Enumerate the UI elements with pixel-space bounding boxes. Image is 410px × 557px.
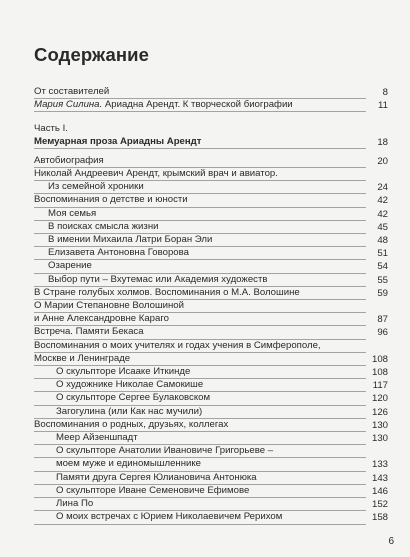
toc-entry: [34, 406, 388, 419]
toc-entry-title: Москве и Ленинграде: [34, 353, 366, 366]
toc-entry-title: моем муже и единомышленнике: [34, 458, 366, 471]
toc-entry-page: [366, 135, 388, 136]
page-title: Содержание: [34, 44, 149, 65]
toc-entry: [34, 181, 388, 194]
toc-entry-title: О скульпторе Сергее Булаковском: [34, 392, 366, 405]
toc-entry-title: О художнике Николае Самокише: [34, 379, 366, 392]
page-number: 6: [388, 536, 394, 547]
toc-entry-title: От составителей: [34, 86, 366, 99]
table-of-contents: [34, 86, 388, 525]
toc-entry-title: Мемуарная проза Ариадны Арендт: [34, 136, 366, 149]
toc-entry-page: 59: [377, 287, 388, 299]
toc-entry-page: 108: [371, 367, 388, 379]
toc-entry: [34, 366, 388, 379]
toc-entry-page: 143: [371, 472, 388, 484]
toc-entry-page: 158: [371, 512, 388, 524]
toc-entry-title: О скульпторе Иване Семеновиче Ефимове: [34, 485, 366, 498]
toc-entry: [34, 194, 388, 207]
toc-entry: [34, 123, 388, 135]
toc-entry: [34, 485, 388, 498]
toc-entry-page: 130: [371, 419, 388, 431]
toc-entry: [34, 511, 388, 524]
toc-entry-title: Елизавета Антоновна Говорова: [34, 247, 366, 260]
toc-entry: [34, 208, 388, 221]
toc-entry: [34, 445, 388, 458]
toc-entry-page: 20: [377, 155, 388, 167]
toc-entry-page: 45: [377, 221, 388, 233]
toc-entry-page: 152: [371, 499, 388, 511]
toc-entry-title: Из семейной хроники: [34, 181, 366, 194]
toc-entry-title: и Анне Александровне Караго: [34, 313, 366, 326]
toc-entry-title: Выбор пути – Вхутемас или Академия художеств: [34, 274, 366, 287]
toc-entry-title: В поисках смысла жизни: [34, 221, 366, 234]
toc-entry: [34, 234, 388, 247]
toc-entry: [34, 86, 388, 99]
toc-entry: [34, 136, 388, 149]
toc-entry-title: Воспоминания о моих учителях и годах учения в Симферополе,: [34, 340, 366, 353]
toc-entry: [34, 379, 388, 392]
toc-entry-title: Николай Андреевич Арендт, крымский врач и авиатор.: [34, 168, 366, 181]
toc-entry: [34, 313, 388, 326]
toc-entry-title: О скульпторе Исааке Иткинде: [34, 366, 366, 379]
toc-entry-author: Мария Силина.: [34, 99, 103, 111]
toc-entry-title: Воспоминания о детстве и юности: [34, 194, 366, 207]
toc-entry-title: Памяти друга Сергея Юлиановича Антонюка: [34, 472, 366, 485]
toc-entry: [34, 432, 388, 445]
toc-entry-page: 96: [377, 327, 388, 339]
toc-entry-title: О Марии Степановне Волошиной: [34, 300, 366, 313]
toc-entry-page: 8: [382, 87, 388, 98]
toc-entry: [34, 458, 388, 471]
toc-entry-title: Загогулина (или Как нас мучили): [34, 406, 366, 419]
toc-entry: [34, 419, 388, 432]
toc-entry-title: Встреча. Памяти Бекаса: [34, 326, 366, 339]
toc-entry: [34, 247, 388, 260]
toc-entry: [34, 155, 388, 168]
toc-entry-page: [366, 312, 388, 313]
toc-entry-title: О моих встречах с Юрием Николаевичем Рерихом: [34, 511, 366, 524]
toc-entry: [34, 168, 388, 181]
toc-entry: [34, 340, 388, 353]
toc-entry-page: 133: [371, 459, 388, 471]
toc-entry: [34, 274, 388, 287]
toc-entry: [34, 287, 388, 300]
toc-entry: [34, 472, 388, 485]
toc-entry-title: В имении Михаила Латри Боран Эли: [34, 234, 366, 247]
toc-entry-page: 120: [371, 393, 388, 405]
toc-entry-page: 54: [377, 261, 388, 273]
toc-entry-title: Лина По: [34, 498, 366, 511]
toc-entry-title: О скульпторе Анатолии Ивановиче Григорьеве –: [34, 445, 366, 458]
toc-entry-page: 87: [377, 314, 388, 326]
toc-entry-title: Моя семья: [34, 208, 366, 221]
toc-entry-page: 48: [377, 235, 388, 247]
toc-entry-page: 11: [378, 100, 388, 112]
toc-entry-page: 42: [377, 208, 388, 220]
toc-entry-page: 42: [377, 195, 388, 207]
toc-entry: [34, 221, 388, 234]
toc-entry: [34, 498, 388, 511]
toc-entry-page: 146: [371, 485, 388, 497]
toc-entry: [34, 99, 388, 112]
toc-entry: [34, 260, 388, 273]
toc-entry-title: В Стране голубых холмов. Воспоминания о М.А. Волошине: [34, 287, 366, 300]
toc-entry: [34, 392, 388, 405]
toc-entry-page: 130: [371, 433, 388, 445]
toc-entry-title: Воспоминания о родных, друзьях, коллегах: [34, 419, 366, 432]
toc-entry: [34, 300, 388, 313]
toc-entry-page: 24: [377, 182, 388, 194]
toc-entry-title: Часть I.: [34, 123, 68, 135]
toc-entry-page: [366, 352, 388, 353]
toc-entry-page: 51: [377, 248, 388, 260]
toc-entry-title: Озарение: [34, 260, 366, 273]
toc-entry-title: [34, 99, 366, 112]
toc-entry-title: Автобиография: [34, 155, 366, 168]
toc-entry-title-rest: Ариадна Арендт. К творческой биографии: [102, 99, 293, 111]
toc-entry-page: [366, 180, 388, 181]
toc-entry-page: 55: [377, 274, 388, 286]
toc-entry-page: [366, 457, 388, 458]
toc-entry: [34, 326, 388, 339]
toc-entry-page: 108: [371, 353, 388, 365]
toc-entry-page: 18: [377, 136, 388, 148]
toc-entry-page: 117: [372, 380, 388, 392]
toc-entry: [34, 353, 388, 366]
toc-entry-title: Меер Айзеншпадт: [34, 432, 366, 445]
toc-entry-page: 126: [371, 406, 388, 418]
